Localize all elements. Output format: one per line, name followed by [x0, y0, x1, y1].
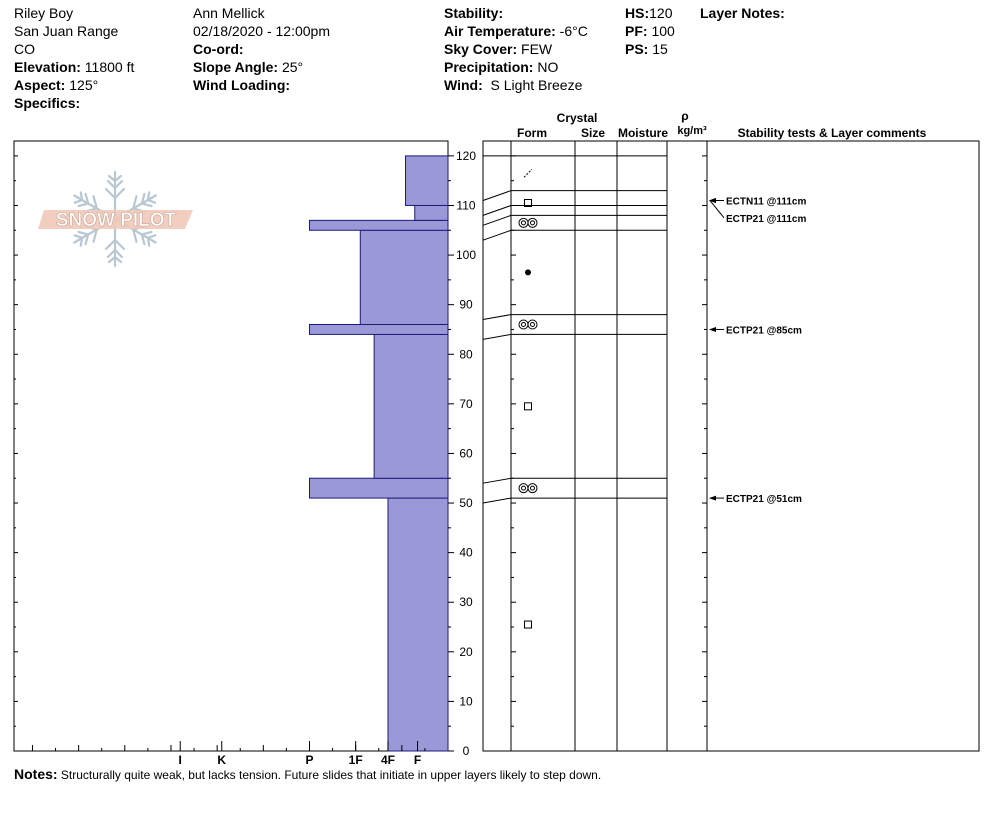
- precip-row: Precipitation: NO: [444, 59, 559, 75]
- coord-row: Co-ord:: [193, 41, 244, 57]
- hoar-ring: [528, 484, 537, 493]
- boundary-connector-55: [483, 478, 511, 483]
- hoar-ring: [531, 486, 535, 490]
- stability-tests: [709, 197, 806, 506]
- depth-label-110: 110: [456, 198, 476, 213]
- logo-text: SNOW PILOT: [55, 210, 177, 231]
- notes-text: Structurally quite weak, but lacks tension. Future slides that initiate in upper layers likely to step down.: [60, 768, 602, 782]
- hardness-label-K: K: [217, 753, 227, 767]
- depth-label-90: 90: [459, 297, 473, 312]
- stability-test-3: ECTP21 @51cm: [726, 494, 802, 506]
- boundary-connector-108: [483, 215, 511, 225]
- depth-label-80: 80: [459, 347, 473, 362]
- depth-label-50: 50: [459, 496, 473, 511]
- rho-header: ρ: [681, 109, 689, 123]
- hoar-ring: [519, 218, 528, 227]
- hoar-ring: [531, 322, 535, 326]
- column-headers: [517, 109, 927, 140]
- observer-name: Ann Mellick: [193, 5, 265, 21]
- wind-row: Wind: S Light Breeze: [444, 77, 583, 93]
- slope-row: Slope Angle: 25°: [193, 59, 304, 75]
- hardness-axis: [32, 741, 424, 767]
- hardness-label-P: P: [305, 753, 314, 767]
- precip-particle-symbol-0: [524, 169, 532, 177]
- hardness-bar-1: [309, 478, 448, 498]
- hoar-ring: [519, 484, 528, 493]
- sky-cover-row: Sky Cover: FEW: [444, 41, 553, 57]
- depth-label-30: 30: [459, 595, 473, 610]
- hardness-label-1F: 1F: [348, 753, 363, 767]
- hardness-bar-4: [360, 230, 448, 324]
- faceted-symbol-5: [525, 403, 532, 410]
- hs-row: HS:120: [625, 5, 673, 21]
- form-header: Form: [517, 126, 547, 140]
- boundary-connector-88: [483, 315, 511, 320]
- test-leader-1: [710, 201, 724, 218]
- depth-label-40: 40: [459, 545, 473, 560]
- boundary-connector-105: [483, 230, 511, 240]
- boundary-connector-84: [483, 334, 511, 339]
- pf-row: PF: 100: [625, 23, 675, 39]
- test-arrow-3: [709, 496, 716, 501]
- boundary-connector-110: [483, 205, 511, 215]
- hoar-ring: [522, 486, 526, 490]
- stability-test-0: ECTN11 @111cm: [726, 196, 807, 208]
- state-name: CO: [14, 41, 35, 57]
- aspect-row: Aspect: 125°: [14, 77, 99, 93]
- hardness-layers: [309, 156, 448, 751]
- boundary-connector-51: [483, 498, 511, 503]
- hoar-ring: [522, 221, 526, 225]
- comments-header: Stability tests & Layer comments: [737, 126, 927, 140]
- depth-label-100: 100: [455, 248, 477, 263]
- density-unit-header: kg/m³: [677, 125, 707, 137]
- depth-label-120: 120: [455, 148, 477, 163]
- hardness-bar-6: [415, 205, 448, 220]
- range-name: San Juan Range: [14, 23, 119, 39]
- table-depth-ticks: [511, 156, 707, 751]
- surface-hoar-symbol-2: [519, 218, 537, 227]
- depth-label-70: 70: [459, 396, 473, 411]
- air-temp-row: Air Temperature: -6°C: [444, 23, 588, 39]
- stability-row: Stability:: [444, 5, 504, 21]
- faceted-symbol-7: [525, 621, 532, 628]
- surface-hoar-symbol-6: [519, 484, 537, 493]
- elevation-row: Elevation: 11800 ft: [14, 59, 135, 75]
- hardness-label-F: F: [413, 753, 422, 767]
- location-name: Riley Boy: [14, 5, 74, 21]
- specifics-row: Specifics:: [14, 95, 81, 111]
- stability-test-1: ECTP21 @111cm: [726, 213, 807, 225]
- hoar-ring: [528, 218, 537, 227]
- depth-label-0: 0: [462, 744, 470, 758]
- hardness-bar-3: [309, 324, 448, 334]
- depth-label-20: 20: [459, 644, 473, 659]
- wind-loading-row: Wind Loading:: [193, 77, 291, 93]
- moisture-header: Moisture: [617, 126, 669, 140]
- ps-row: PS: 15: [625, 41, 668, 57]
- test-arrow-2: [709, 327, 716, 332]
- notes-label: Notes:: [14, 766, 58, 782]
- boundary-connector-113: [483, 191, 511, 201]
- rounded-symbol-3: [525, 269, 531, 275]
- crystal-symbols: [519, 169, 537, 628]
- hardness-label-4F: 4F: [380, 753, 395, 767]
- hardness-bar-0: [388, 498, 448, 751]
- depth-label-60: 60: [459, 446, 473, 461]
- hardness-bar-7: [406, 156, 448, 206]
- size-header: Size: [580, 126, 606, 140]
- test-arrow-1: [709, 198, 716, 203]
- depth-label-10: 10: [459, 694, 473, 709]
- hardness-bar-5: [309, 220, 448, 230]
- hoar-ring: [528, 320, 537, 329]
- hoar-ring: [519, 320, 528, 329]
- hoar-ring: [531, 221, 535, 225]
- layer-notes-label: Layer Notes:: [700, 5, 785, 21]
- observation-datetime: 02/18/2020 - 12:00pm: [193, 23, 330, 39]
- crystal-header: Crystal: [556, 111, 598, 125]
- stability-test-2: ECTP21 @85cm: [726, 325, 802, 337]
- hoar-ring: [522, 322, 526, 326]
- notes: [14, 766, 601, 782]
- crystal-table-frame: [483, 141, 979, 751]
- surface-hoar-symbol-4: [519, 320, 537, 329]
- hardness-label-I: I: [178, 753, 182, 767]
- snowpilot-logo: [38, 172, 193, 266]
- hardness-bar-2: [374, 334, 448, 478]
